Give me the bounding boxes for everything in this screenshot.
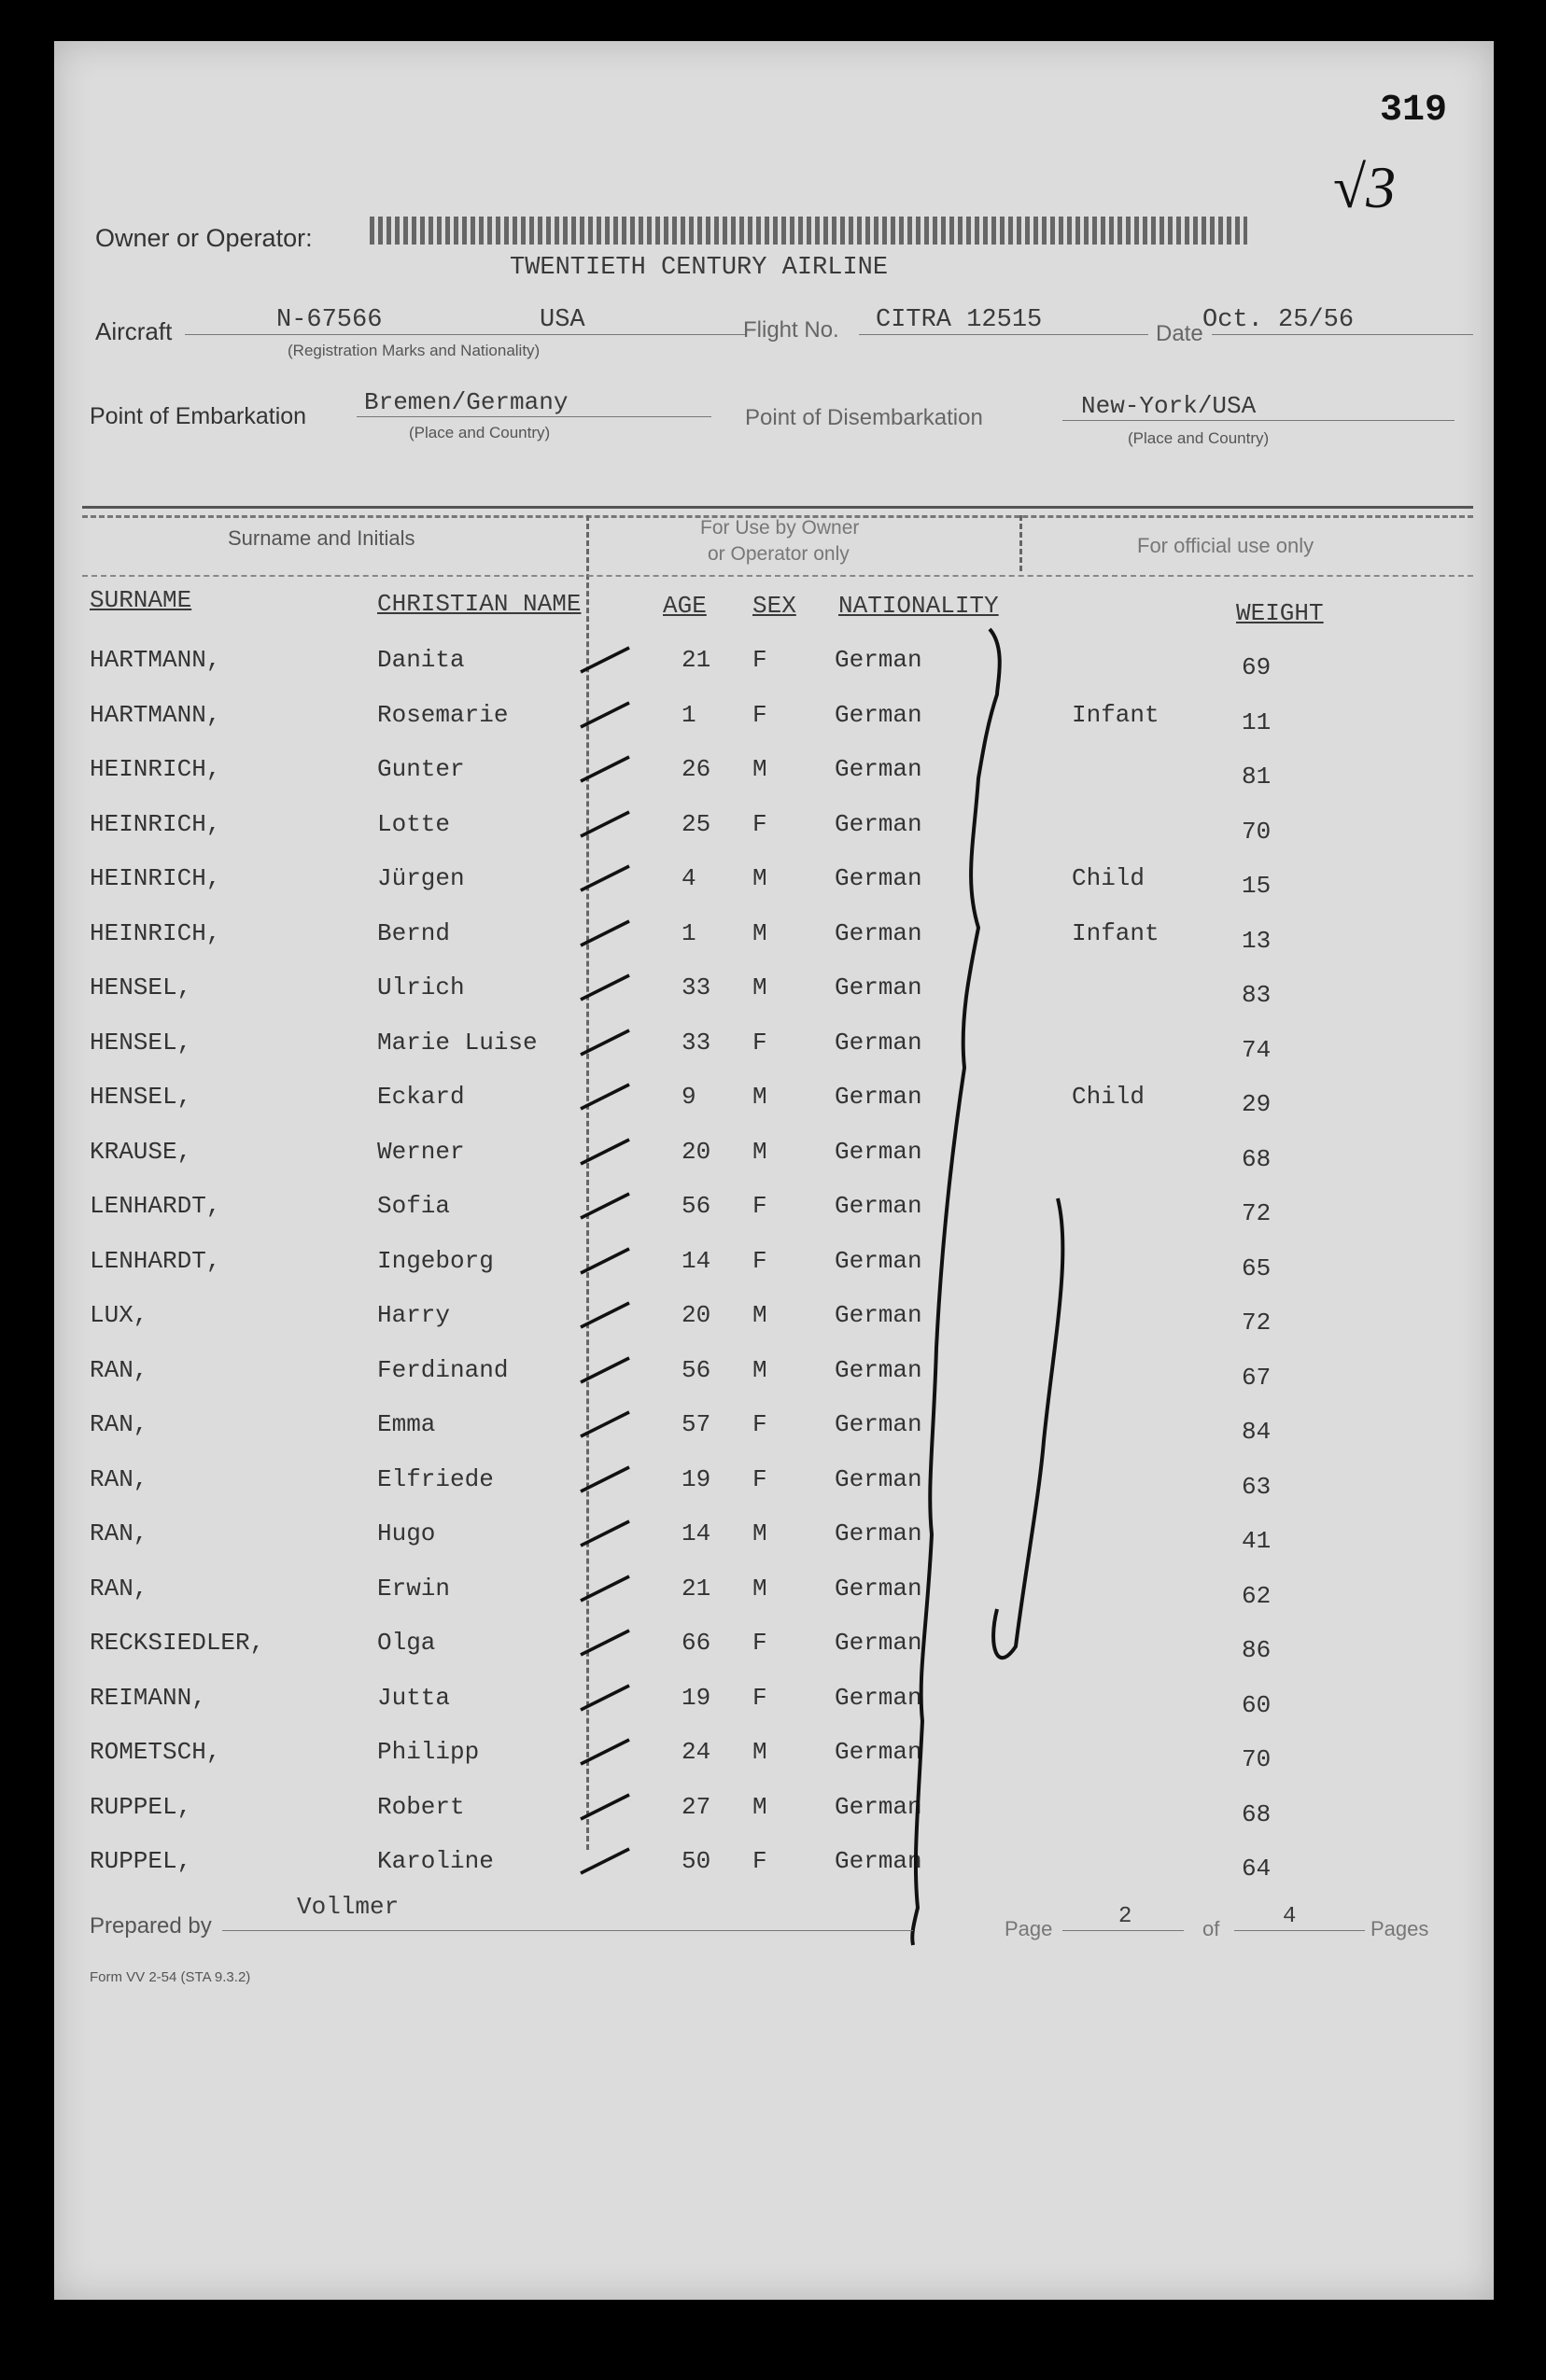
age-cell: 56 [682,1355,711,1384]
aircraft-label: Aircraft [95,317,173,345]
surname-cell: REIMANN, [90,1683,206,1712]
surname-cell: RAN, [90,1355,148,1384]
weight-cell: 70 [1242,817,1272,846]
christian-name-cell: Werner [377,1137,465,1166]
col-age: AGE [663,592,707,620]
surname-cell: RAN, [90,1464,148,1493]
sex-cell: F [752,1464,767,1493]
age-cell: 27 [682,1792,711,1821]
weight-cell: 15 [1242,872,1272,900]
age-cell: 57 [682,1410,711,1438]
sex-cell: M [752,1574,767,1603]
page-value: 2 [1118,1904,1132,1929]
handwritten-marks [54,41,1494,2300]
weight-cell: 13 [1242,926,1272,955]
age-cell: 56 [682,1192,711,1220]
weight-cell: 72 [1242,1309,1272,1337]
weight-cell: 68 [1242,1144,1272,1173]
weight-cell: 68 [1242,1799,1272,1828]
nationality-cell: German [835,1410,922,1438]
age-cell: 33 [682,973,711,1001]
pages-label: Pages [1370,1917,1429,1940]
official-note-cell: Infant [1072,700,1160,729]
christian-name-cell: Ulrich [377,973,465,1001]
date-value: Oct. 25/56 [1202,306,1355,334]
surname-cell: RECKSIEDLER, [90,1629,265,1657]
age-cell: 66 [682,1629,711,1657]
weight-cell: 64 [1242,1855,1272,1883]
disembark-caption: (Place and Country) [1128,429,1270,447]
nationality-cell: German [835,918,922,947]
operator-use-header-1: For Use by Owner [700,517,860,539]
christian-name-cell: Olga [377,1629,436,1657]
age-cell: 33 [682,1028,711,1057]
surname-initials-header: Surname and Initials [228,526,415,550]
flight-label: Flight No. [743,317,839,343]
registration-caption: (Registration Marks and Nationality) [288,342,541,359]
nationality-cell: German [835,1629,922,1657]
age-cell: 19 [682,1464,711,1493]
christian-name-cell: Philipp [377,1738,480,1766]
weight-cell: 11 [1242,707,1272,736]
age-cell: 14 [682,1519,711,1547]
surname-cell: HENSEL, [90,973,192,1001]
nationality-cell: German [835,1355,922,1384]
christian-name-cell: Robert [377,1792,465,1821]
sex-cell: F [752,1192,767,1220]
age-cell: 1 [682,700,696,729]
col-surname: SURNAME [90,586,192,614]
of-line [1234,1930,1365,1931]
christian-name-cell: Rosemarie [377,700,509,729]
christian-name-cell: Erwin [377,1574,451,1603]
surname-cell: HEINRICH, [90,918,221,947]
christian-name-cell: Jürgen [377,864,465,892]
weight-cell: 83 [1242,981,1272,1009]
sex-cell: F [752,1410,767,1438]
sex-cell: F [752,1629,767,1657]
christian-name-cell: Harry [377,1301,451,1329]
sex-cell: M [752,1738,767,1766]
age-cell: 19 [682,1683,711,1712]
col-christian-name: CHRISTIAN NAME [377,590,582,618]
nationality-cell: German [835,1519,922,1547]
surname-cell: HEINRICH, [90,864,221,892]
age-cell: 25 [682,809,711,838]
weight-cell: 84 [1242,1418,1272,1446]
christian-name-cell: Eckard [377,1083,465,1111]
col-sex: SEX [752,592,796,620]
christian-name-cell: Bernd [377,918,451,947]
nationality-cell: German [835,755,922,783]
official-note-cell: Child [1072,864,1145,892]
col-weight: WEIGHT [1236,599,1324,627]
weight-cell: 62 [1242,1581,1272,1610]
weight-cell: 29 [1242,1090,1272,1118]
christian-name-cell: Lotte [377,809,451,838]
weight-cell: 63 [1242,1472,1272,1501]
age-cell: 14 [682,1246,711,1275]
weight-cell: 60 [1242,1690,1272,1719]
weight-cell: 67 [1242,1363,1272,1392]
owner-label: Owner or Operator: [95,224,313,252]
weight-cell: 70 [1242,1745,1272,1773]
sex-cell: M [752,1083,767,1111]
sex-cell: F [752,809,767,838]
prepared-line [222,1930,913,1931]
age-cell: 21 [682,1574,711,1603]
christian-name-cell: Hugo [377,1519,436,1547]
weight-cell: 72 [1242,1199,1272,1227]
owner-value: TWENTIETH CENTURY AIRLINE [510,254,889,282]
surname-cell: HENSEL, [90,1083,192,1111]
of-value: 4 [1283,1904,1297,1929]
christian-name-cell: Marie Luise [377,1028,538,1057]
nationality-cell: German [835,1137,922,1166]
disembark-value: New-York/USA [1081,392,1257,420]
nationality-cell: German [835,1738,922,1766]
nationality-cell: German [835,973,922,1001]
sex-cell: F [752,1028,767,1057]
official-note-cell: Infant [1072,918,1160,947]
age-cell: 50 [682,1847,711,1875]
nationality-cell: German [835,1246,922,1275]
nationality-cell: German [835,1792,922,1821]
manifest-page [54,41,1494,2300]
nationality-cell: German [835,1301,922,1329]
nationality-cell: German [835,1574,922,1603]
col-nationality: NATIONALITY [838,592,999,620]
surname-cell: ROMETSCH, [90,1738,221,1766]
page-label: Page [1005,1917,1053,1940]
surname-cell: RAN, [90,1519,148,1547]
sex-cell: M [752,973,767,1001]
age-cell: 1 [682,918,696,947]
nationality-cell: German [835,1192,922,1220]
sex-cell: M [752,918,767,947]
nationality-cell: German [835,646,922,674]
disembark-label: Point of Disembarkation [745,405,983,430]
surname-cell: RUPPEL, [90,1847,192,1875]
aircraft-value: N-67566 [276,306,383,334]
official-note-cell: Child [1072,1083,1145,1111]
embark-label: Point of Embarkation [90,403,307,429]
page-line [1062,1930,1184,1931]
christian-name-cell: Elfriede [377,1464,494,1493]
nationality-cell: German [835,1464,922,1493]
sex-cell: F [752,1246,767,1275]
sex-cell: F [752,646,767,674]
christian-name-cell: Gunter [377,755,465,783]
surname-cell: LUX, [90,1301,148,1329]
christian-name-cell: Ingeborg [377,1246,494,1275]
sex-cell: M [752,1792,767,1821]
age-cell: 26 [682,755,711,783]
page-number: 319 [1380,90,1448,132]
nationality-cell: German [835,1683,922,1712]
christian-name-cell: Jutta [377,1683,451,1712]
sex-cell: M [752,755,767,783]
prepared-value: Vollmer [297,1893,400,1921]
sex-cell: F [752,700,767,729]
operator-use-header-2: or Operator only [708,543,850,565]
weight-cell: 65 [1242,1253,1272,1282]
form-id: Form VV 2-54 (STA 9.3.2) [90,1969,251,1985]
sex-cell: M [752,1137,767,1166]
sex-cell: M [752,1355,767,1384]
surname-cell: RUPPEL, [90,1792,192,1821]
weight-cell: 41 [1242,1527,1272,1555]
surname-cell: RAN, [90,1410,148,1438]
weight-cell: 81 [1242,763,1272,791]
surname-cell: HENSEL, [90,1028,192,1057]
surname-cell: LENHARDT, [90,1192,221,1220]
date-label: Date [1156,321,1203,346]
surname-cell: HEINRICH, [90,809,221,838]
official-use-header: For official use only [1137,534,1314,557]
age-cell: 24 [682,1738,711,1766]
surname-cell: HARTMANN, [90,646,221,674]
check-mark: √3 [1333,154,1397,220]
nationality-cell: German [835,1847,922,1875]
surname-cell: LENHARDT, [90,1246,221,1275]
age-cell: 9 [682,1083,696,1111]
age-cell: 20 [682,1137,711,1166]
surname-cell: HEINRICH, [90,755,221,783]
sex-cell: F [752,1683,767,1712]
of-label: of [1202,1917,1220,1940]
age-cell: 21 [682,646,711,674]
embark-caption: (Place and Country) [409,424,551,441]
surname-cell: HARTMANN, [90,700,221,729]
nationality-cell: German [835,1083,922,1111]
surname-cell: KRAUSE, [90,1137,192,1166]
weight-cell: 74 [1242,1035,1272,1064]
weight-cell: 86 [1242,1636,1272,1664]
christian-name-cell: Karoline [377,1847,494,1875]
prepared-label: Prepared by [90,1913,212,1939]
nationality-cell: German [835,700,922,729]
sex-cell: M [752,1519,767,1547]
vertical-pen-stroke [912,629,1000,1945]
aircraft-nationality: USA [540,306,585,334]
christian-name-cell: Ferdinand [377,1355,509,1384]
sex-cell: M [752,1301,767,1329]
handwritten-initials [993,1198,1062,1658]
nationality-cell: German [835,864,922,892]
christian-name-cell: Danita [377,646,465,674]
age-cell: 20 [682,1301,711,1329]
flight-value: CITRA 12515 [876,306,1043,334]
surname-cell: RAN, [90,1574,148,1603]
weight-cell: 69 [1242,653,1272,681]
sex-cell: F [752,1847,767,1875]
nationality-cell: German [835,809,922,838]
age-cell: 4 [682,864,696,892]
christian-name-cell: Emma [377,1410,436,1438]
embark-value: Bremen/Germany [364,388,569,416]
sex-cell: M [752,864,767,892]
christian-name-cell: Sofia [377,1192,451,1220]
nationality-cell: German [835,1028,922,1057]
